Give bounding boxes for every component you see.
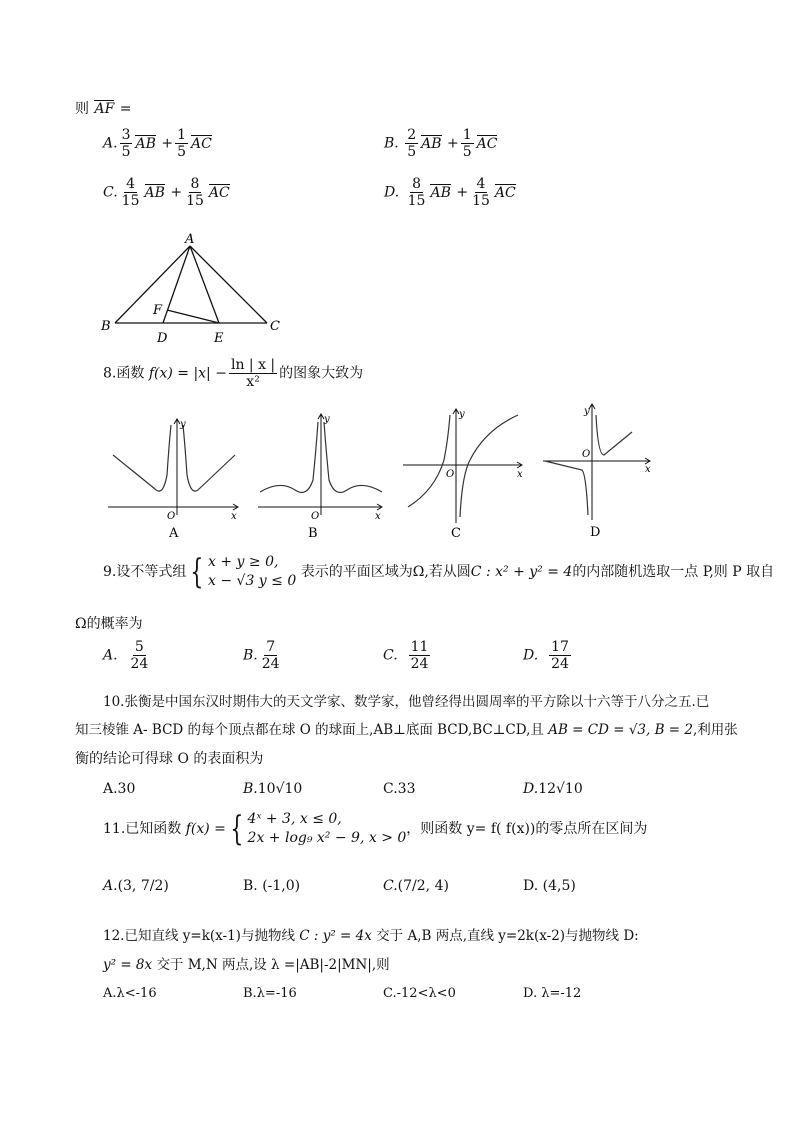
graph-d-caption: D [590, 525, 601, 540]
curve-right [460, 415, 518, 517]
q8-prefix: 8.函数 [103, 365, 145, 382]
inequality-2: x − √3 y ≤ 0 [208, 572, 297, 589]
fraction [461, 128, 474, 159]
fraction [175, 128, 188, 159]
piecewise-definition [248, 810, 407, 848]
curve-left [408, 415, 450, 507]
graph-c [400, 405, 530, 540]
option-label: B. [384, 135, 399, 152]
option-label: A. [103, 878, 118, 894]
point-a-label: A [185, 232, 195, 247]
option-label: B. [243, 647, 258, 664]
option-label: B. [243, 781, 258, 797]
fraction [549, 640, 571, 671]
inequality-1: x + y ≥ 0, [208, 554, 279, 570]
circle-equation: C : x² + y² = 4 [470, 563, 573, 580]
option-value: (7/2, 4) [397, 878, 449, 894]
option-label: D. [523, 647, 539, 664]
fraction [470, 177, 492, 208]
fraction [229, 358, 277, 389]
inequality-system [208, 553, 296, 591]
q12-option-c[interactable]: C.-12<λ<0 [383, 986, 456, 1001]
x-label: x [231, 511, 237, 522]
vector-ab: AB [135, 135, 156, 152]
q9-mid: 表示的平面区域为Ω,若从圆 [300, 563, 471, 580]
q10-condition: AB = CD = √3, B = 2 [548, 722, 693, 738]
q12-option-a[interactable]: A.λ<-16 [103, 986, 157, 1001]
q7-option-c[interactable] [103, 177, 231, 208]
q7-option-a[interactable] [103, 128, 213, 159]
denominator: 15 [472, 193, 490, 209]
option-label: A. [103, 135, 118, 152]
q9-stem [103, 553, 774, 591]
option-label: C. [383, 878, 398, 894]
y-label: y [584, 406, 590, 417]
vector-ab: AB [430, 184, 451, 201]
parabola-d: y² = 8x [103, 957, 153, 973]
numerator: 4 [476, 176, 486, 192]
fraction [405, 128, 418, 159]
graph-d [540, 400, 660, 540]
denominator: 24 [130, 656, 149, 672]
q12-option-d[interactable]: D. λ=-12 [523, 986, 582, 1001]
q7-stem [75, 98, 131, 118]
point-e-label: E [214, 331, 224, 346]
numerator: 4 [126, 176, 136, 192]
denominator: 15 [121, 193, 140, 209]
y-label: y [180, 419, 186, 430]
point-f-label: F [153, 303, 163, 318]
vector-ac: AC [191, 135, 212, 152]
q9-option-d[interactable] [523, 640, 573, 671]
curve-right [596, 415, 632, 455]
piece-1: 4ˣ + 3, x ≤ 0, [247, 811, 342, 827]
vector-ac: AC [494, 184, 516, 201]
denominator: 24 [551, 656, 569, 672]
numerator: 11 [410, 639, 429, 655]
numerator: 5 [134, 639, 144, 655]
q12-line1 [103, 924, 639, 944]
q12-line1a: 12.已知直线 y=k(x-1)与抛物线 [103, 928, 295, 944]
denominator: 24 [261, 656, 280, 672]
q11-function: f(x) = [185, 820, 226, 837]
q7-option-d[interactable] [384, 177, 517, 208]
fraction [120, 128, 133, 159]
fraction [406, 177, 428, 208]
option-value: 10√10 [257, 781, 303, 797]
denominator: 5 [177, 144, 186, 160]
numerator: ln | x | [230, 357, 276, 373]
q9-option-a[interactable] [103, 640, 152, 671]
equals-sign: = [119, 101, 132, 117]
plus-sign: + [456, 184, 469, 201]
q12-line2b: 交于 M,N 两点,设 λ =|AB|-2|MN|,则 [156, 957, 390, 973]
numerator: 17 [551, 639, 569, 655]
q11-option-b[interactable]: B. (-1,0) [243, 878, 301, 894]
denominator: x² [246, 374, 260, 390]
plus-sign: + [170, 184, 183, 201]
y-label: y [459, 409, 465, 420]
origin-label: O [582, 449, 591, 460]
denominator: 5 [407, 144, 417, 160]
q7-option-b[interactable] [384, 128, 498, 159]
vector-af: AF [94, 101, 115, 117]
q10-option-b[interactable] [243, 781, 302, 797]
q9-option-c[interactable] [383, 640, 432, 671]
point-b-label: B [101, 319, 111, 334]
option-label: A. [103, 647, 118, 664]
numerator: 8 [190, 176, 200, 192]
q12-line2 [103, 953, 390, 973]
graph-b-caption: B [308, 526, 318, 540]
q10-line2a: 知三棱锥 A- BCD 的每个顶点都在球 O 的球面上,AB⊥底面 BCD,BC⊥CD,且 [75, 722, 544, 738]
triangle-figure [95, 228, 295, 348]
curve-left [545, 461, 588, 515]
fraction [184, 177, 206, 208]
segment-fe [167, 310, 219, 323]
denominator: 24 [410, 656, 429, 672]
graph-c-caption: C [451, 526, 461, 540]
point-c-label: C [270, 319, 280, 334]
q11-option-c[interactable] [383, 878, 449, 894]
denominator: 15 [186, 193, 204, 209]
q11-option-d[interactable]: D. (4,5) [523, 878, 576, 894]
segment-ac [190, 246, 267, 323]
q11-stem [103, 810, 647, 848]
option-label: C. [103, 184, 118, 201]
option-label: C. [383, 647, 398, 664]
origin-label: O [311, 511, 320, 522]
parabola-c: C : y² = 4x [299, 928, 372, 944]
numerator: 8 [412, 176, 422, 192]
q10-option-d[interactable] [523, 781, 583, 797]
option-value: 12√10 [538, 781, 583, 797]
y-label: y [324, 414, 330, 425]
piece-2: 2x + log₉ x² − 9, x > 0 [247, 829, 407, 846]
segment-ae [190, 246, 219, 323]
vector-ab: AB [421, 135, 442, 152]
q8-function: f(x) = |x| − [148, 365, 227, 382]
denominator: 5 [462, 144, 472, 160]
numerator: 2 [407, 127, 417, 143]
q9-prefix: 9.设不等式组 [103, 563, 187, 580]
x-label: x [645, 464, 651, 475]
q12-option-b[interactable]: B.λ=-16 [243, 986, 297, 1001]
origin-label: O [167, 511, 176, 522]
option-label: D. [384, 184, 400, 201]
plus-sign: + [161, 135, 174, 152]
origin-label: O [446, 469, 455, 480]
fraction [260, 640, 282, 671]
q10-line1: 10.张衡是中国东汉时期伟大的天文学家、数学家，他曾经得出圆周率的平方除以十六等于八分之五.已 [103, 694, 710, 710]
q11-option-a[interactable] [103, 878, 169, 894]
numerator: 1 [462, 127, 472, 143]
curve-right [324, 422, 382, 492]
graph-a [105, 415, 245, 540]
graph-a-caption: A [169, 526, 179, 540]
left-brace-icon: { [190, 551, 204, 592]
curve-left [113, 425, 171, 491]
q10-option-a[interactable]: A.30 [103, 781, 136, 797]
option-value: (3, 7/2) [117, 878, 169, 894]
fraction [128, 640, 150, 671]
denominator: 5 [121, 144, 131, 160]
q10-line2 [75, 718, 738, 738]
vector-ab: AB [144, 184, 165, 201]
left-brace-icon: { [230, 808, 244, 849]
x-label: x [375, 511, 381, 522]
vector-ac: AC [476, 135, 498, 152]
curve-right [183, 425, 235, 491]
numerator: 1 [177, 127, 186, 143]
vector-ac: AC [208, 184, 230, 201]
q9-tail: 的内部随机选取一点 P,则 P 取自 [572, 563, 775, 580]
numerator: 3 [121, 127, 131, 143]
option-label: D. [523, 781, 539, 797]
q11-prefix: 11.已知函数 [103, 820, 182, 837]
q10-option-c[interactable]: C.33 [383, 781, 416, 797]
plus-sign: + [446, 135, 459, 152]
segment-ad [163, 246, 190, 323]
x-label: x [517, 469, 523, 480]
q8-stem [103, 358, 363, 389]
q10-line3: 衡的结论可得球 O 的表面积为 [75, 751, 264, 767]
curve-left [260, 422, 318, 492]
numerator: 7 [266, 639, 276, 655]
point-d-label: D [157, 331, 168, 346]
graph-b [255, 410, 390, 540]
fraction [120, 177, 142, 208]
fraction [409, 640, 431, 671]
denominator: 15 [407, 193, 426, 209]
q12-line1c: 交于 A,B 两点,直线 y=2k(x-2)与抛物线 D: [376, 928, 639, 944]
q9-option-b[interactable] [243, 640, 284, 671]
q7-prefix: 则 [75, 101, 89, 117]
q11-tail: ，则函数 y= f( f(x))的零点所在区间为 [406, 820, 648, 837]
q9-line2: Ω的概率为 [75, 616, 143, 632]
q8-suffix: 的图象大致为 [279, 365, 364, 382]
q10-line2c: ,利用张 [693, 722, 738, 738]
